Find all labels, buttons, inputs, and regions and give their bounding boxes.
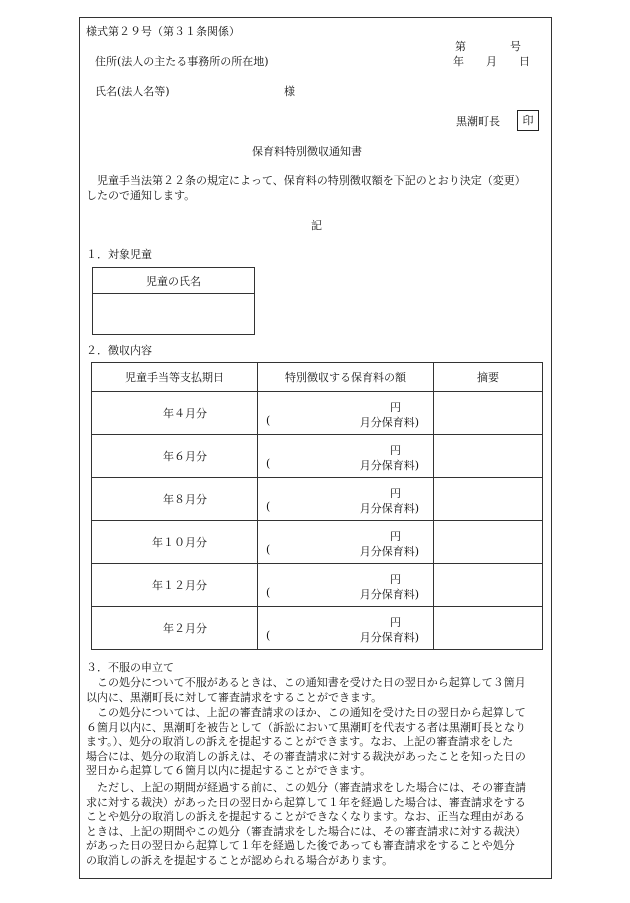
fee-label: 月分保育料): [359, 502, 419, 515]
month-cell: 年１０月分: [92, 521, 258, 564]
intro-text: 児童手当法第２２条の規定によって、保育料の特別徴収額を下記のとおり決定（変更） したので通知します。: [86, 174, 526, 202]
form-number: 様式第２９号（第３１条関係）: [86, 25, 240, 38]
amount-cell: [258, 392, 434, 435]
fee-label: 月分保育料): [359, 545, 419, 558]
header-remarks: 摘要: [434, 363, 543, 392]
fee-label: 月分保育料): [359, 459, 419, 472]
child-table: [92, 267, 255, 335]
header-payment-date: 児童手当等支払期日: [92, 363, 258, 392]
paren-open: (: [266, 629, 271, 642]
remarks-cell: [434, 564, 543, 607]
document-number-label: 第 号: [455, 40, 521, 53]
fee-label: 月分保育料): [359, 416, 419, 429]
amount-cell: [258, 564, 434, 607]
appeal-paragraph-2: この処分については、上記の審査請求のほか、この通知を受けた日の翌日から起算して ６箇月以内に、黒潮町を被告として（訴訟において黒潮町を代表する者は黒潮町長となり ます。）、処分の取消しの訴えを提起することができます。なお、上記の審査請求をした 場合には、処分の取消しの訴えは、その審査請求に対する裁決があったことを知った日の 翌日から起算して６箇月以内に提起することができます。: [86, 706, 526, 778]
section2-heading: ２．徴収内容: [86, 344, 152, 357]
name-label: 氏名(法人名等): [95, 85, 170, 98]
remarks-cell: [434, 478, 543, 521]
month-cell: 年２月分: [92, 607, 258, 650]
child-name-cell: [93, 294, 255, 335]
yen-label: 円: [390, 616, 401, 629]
seal-stamp: 印: [517, 110, 539, 131]
amount-cell: [258, 521, 434, 564]
remarks-cell: [434, 607, 543, 650]
table-row: [92, 564, 543, 607]
yen-label: 円: [390, 573, 401, 586]
date-label: 年 月 日: [453, 55, 530, 68]
yen-label: 円: [390, 444, 401, 457]
remarks-cell: [434, 392, 543, 435]
collection-table: [91, 362, 543, 650]
issuer-name: 黒潮町長: [456, 115, 500, 128]
table-row: [92, 392, 543, 435]
fee-label: 月分保育料): [359, 588, 419, 601]
appeal-paragraph-3: ただし、上記の期間が経過する前に、この処分（審査請求をした場合には、その審査請 求に対する裁決）があった日の翌日から起算して１年を経過した場合は、審査請求をする ことや処分の取消しの訴えを提起することができなくなります。なお、正当な理由がある ときは、上記の期間やこの処分（審査請求をした場合には、その審査請求に対する裁決） があった日の翌日から起算して１年を経過した後であっても審査請求をすることや処分 の取消しの訴えを提起することが認められる場合があります。: [86, 781, 526, 867]
yen-label: 円: [390, 487, 401, 500]
paren-open: (: [266, 543, 271, 556]
month-cell: 年６月分: [92, 435, 258, 478]
child-name-header: 児童の氏名: [93, 268, 255, 294]
yen-label: 円: [390, 401, 401, 414]
paren-open: (: [266, 457, 271, 470]
fee-label: 月分保育料): [359, 631, 419, 644]
table-row: [92, 607, 543, 650]
ki-label: 記: [311, 219, 322, 232]
appeal-paragraph-1: この処分について不服があるときは、この通知書を受けた日の翌日から起算して３箇月 以内に、黒潮町長に対して審査請求をすることができます。: [86, 676, 526, 704]
remarks-cell: [434, 435, 543, 478]
amount-cell: [258, 478, 434, 521]
honorific: 様: [284, 85, 295, 98]
document-title: 保育料特別徴収通知書: [252, 145, 362, 158]
paren-open: (: [266, 500, 271, 513]
table-row: [92, 478, 543, 521]
paren-open: (: [266, 586, 271, 599]
table-row: [92, 521, 543, 564]
month-cell: 年４月分: [92, 392, 258, 435]
yen-label: 円: [390, 530, 401, 543]
month-cell: 年８月分: [92, 478, 258, 521]
address-label: 住所(法人の主たる事務所の所在地): [95, 55, 269, 68]
amount-cell: [258, 435, 434, 478]
amount-cell: [258, 607, 434, 650]
section1-heading: １．対象児童: [86, 248, 152, 261]
month-cell: 年１２月分: [92, 564, 258, 607]
header-amount: 特別徴収する保育料の額: [258, 363, 434, 392]
remarks-cell: [434, 521, 543, 564]
section3-heading: ３．不服の申立て: [86, 661, 174, 674]
paren-open: (: [266, 414, 271, 427]
table-row: [92, 435, 543, 478]
